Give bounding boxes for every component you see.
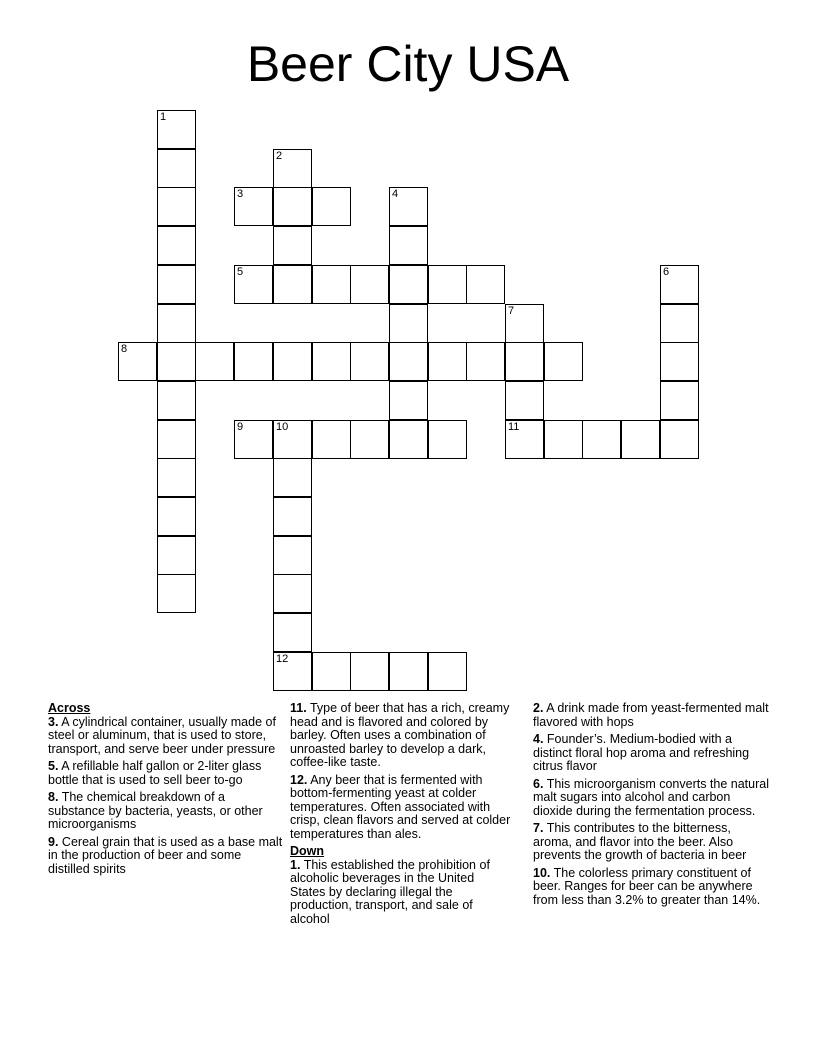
grid-cell[interactable] xyxy=(157,574,196,613)
grid-cell[interactable] xyxy=(350,420,389,459)
grid-cell[interactable] xyxy=(428,265,467,304)
grid-cell[interactable] xyxy=(660,304,699,343)
grid-cell[interactable] xyxy=(660,265,699,304)
puzzle-title: Beer City USA xyxy=(246,36,570,92)
grid-cell[interactable] xyxy=(660,381,699,420)
grid-cell[interactable] xyxy=(234,265,273,304)
grid-cell[interactable] xyxy=(350,342,389,381)
grid-cell[interactable] xyxy=(273,420,312,459)
grid-cell[interactable] xyxy=(273,187,312,226)
grid-cell[interactable] xyxy=(273,497,312,536)
clue-across-3: 3. A cylindrical container, usually made of steel or aluminum, that is used to store, transport, and serve beer under pressure xyxy=(48,714,276,756)
clue-down-1: 1. This established the prohibition of alcoholic beverages in the United States by declaring illegal the production, transport, and sale of alcohol xyxy=(290,857,490,926)
grid-cell[interactable] xyxy=(544,342,583,381)
clue-across-11: 11. Type of beer that has a rich, creamy head and is flavored and colored by barley. Often uses a combination of unroasted barley to develop a dark, coffee-like taste. xyxy=(290,701,510,769)
grid-cell[interactable] xyxy=(389,226,428,265)
grid-cell[interactable] xyxy=(621,420,660,459)
grid-cell[interactable] xyxy=(466,342,505,381)
grid-cell[interactable] xyxy=(273,149,312,188)
grid-cell[interactable] xyxy=(466,265,505,304)
grid-cell[interactable] xyxy=(273,226,312,265)
grid-cell[interactable] xyxy=(234,342,273,381)
across-heading: Across xyxy=(48,701,91,715)
clue-down-7: 7. This contributes to the bitterness, aroma, and flavor into the beer. Also prevents the growth of bacteria in beer xyxy=(533,821,747,862)
grid-cell[interactable] xyxy=(273,613,312,652)
grid-cell[interactable] xyxy=(582,420,621,459)
grid-cell[interactable] xyxy=(234,420,273,459)
cell-number: 4 xyxy=(392,188,399,200)
grid-cell[interactable] xyxy=(389,187,428,226)
clue-across-8: 8. The chemical breakdown of a substance by bacteria, yeasts, or other microorganisms xyxy=(48,790,263,831)
grid-cell[interactable] xyxy=(273,536,312,575)
grid-cell[interactable] xyxy=(273,265,312,304)
grid-cell[interactable] xyxy=(273,652,312,691)
grid-cell[interactable] xyxy=(273,342,312,381)
grid-cell[interactable] xyxy=(157,265,196,304)
grid-cell[interactable] xyxy=(428,652,467,691)
grid-cell[interactable] xyxy=(389,652,428,691)
grid-cell[interactable] xyxy=(505,304,544,343)
grid-cell[interactable] xyxy=(157,381,196,420)
grid-cell[interactable] xyxy=(273,574,312,613)
clue-across-9: 9. Cereal grain that is used as a base malt in the production of beer and some distilled spirits xyxy=(48,834,283,876)
grid-cell[interactable] xyxy=(157,304,196,343)
grid-cell[interactable] xyxy=(389,304,428,343)
grid-cell[interactable] xyxy=(350,652,389,691)
down-heading: Down xyxy=(290,844,325,858)
cell-number: 7 xyxy=(508,305,515,317)
cell-number: 8 xyxy=(121,343,128,355)
cell-number: 11 xyxy=(508,421,520,433)
cell-number: 12 xyxy=(276,653,289,665)
grid-cell[interactable] xyxy=(660,420,699,459)
grid-cell[interactable] xyxy=(312,652,351,691)
cell-number: 10 xyxy=(276,421,289,433)
grid-cell[interactable] xyxy=(350,265,389,304)
cell-number: 9 xyxy=(237,421,244,433)
grid-cell[interactable] xyxy=(505,342,544,381)
grid-cell[interactable] xyxy=(157,497,196,536)
grid-cell[interactable] xyxy=(273,458,312,497)
grid-cell[interactable] xyxy=(389,342,428,381)
grid-cell[interactable] xyxy=(389,381,428,420)
grid-cell[interactable] xyxy=(312,265,351,304)
grid-cell[interactable] xyxy=(312,187,351,226)
grid-cell[interactable] xyxy=(157,342,196,381)
grid-cell[interactable] xyxy=(234,187,273,226)
clue-down-4: 4. Founder’s. Medium-bodied with a distinct floral hop aroma and refreshing citrus flavor xyxy=(533,732,750,773)
clues-column-2 xyxy=(290,702,512,930)
grid-cell[interactable] xyxy=(428,420,467,459)
grid-cell[interactable] xyxy=(157,536,196,575)
clue-across-12: 12. Any beer that is fermented with bottom-fermenting yeast at colder temperatures. Often associated with crisp, clean flavors and served at colder temperatures than ales. xyxy=(290,772,511,841)
cell-number: 5 xyxy=(237,266,244,278)
grid-cell[interactable] xyxy=(157,187,196,226)
grid-cell[interactable] xyxy=(389,420,428,459)
grid-cell[interactable] xyxy=(389,265,428,304)
clues-column-3 xyxy=(533,702,771,911)
cell-number: 6 xyxy=(663,266,670,278)
grid-cell[interactable] xyxy=(505,381,544,420)
grid-cell[interactable] xyxy=(118,342,157,381)
grid-cell[interactable] xyxy=(312,342,351,381)
grid-cell[interactable] xyxy=(157,110,196,149)
cell-number: 3 xyxy=(237,188,244,200)
clue-down-6: 6. This microorganism converts the natural malt sugars into alcohol and carbon dioxide during the fermentation process. xyxy=(533,776,769,818)
grid-cell[interactable] xyxy=(505,420,544,459)
grid-cell[interactable] xyxy=(660,342,699,381)
grid-cell[interactable] xyxy=(157,458,196,497)
clues-column-1 xyxy=(48,702,284,880)
cell-number: 2 xyxy=(276,150,283,162)
grid-cell[interactable] xyxy=(157,226,196,265)
grid-cell[interactable] xyxy=(195,342,234,381)
grid-cell[interactable] xyxy=(157,149,196,188)
grid-cell[interactable] xyxy=(312,420,351,459)
clue-across-5: 5. A refillable half gallon or 2-liter glass bottle that is used to sell beer to-go xyxy=(48,759,262,787)
grid-cell[interactable] xyxy=(544,420,583,459)
clue-down-2: 2. A drink made from yeast-fermented malt flavored with hops xyxy=(533,701,769,729)
cell-number: 1 xyxy=(160,111,167,123)
clue-down-10: 10. The colorless primary constituent of beer. Ranges for beer can be anywhere from less than 3.2% to greater than 14%. xyxy=(533,865,761,907)
grid-cell[interactable] xyxy=(157,420,196,459)
grid-cell[interactable] xyxy=(428,342,467,381)
